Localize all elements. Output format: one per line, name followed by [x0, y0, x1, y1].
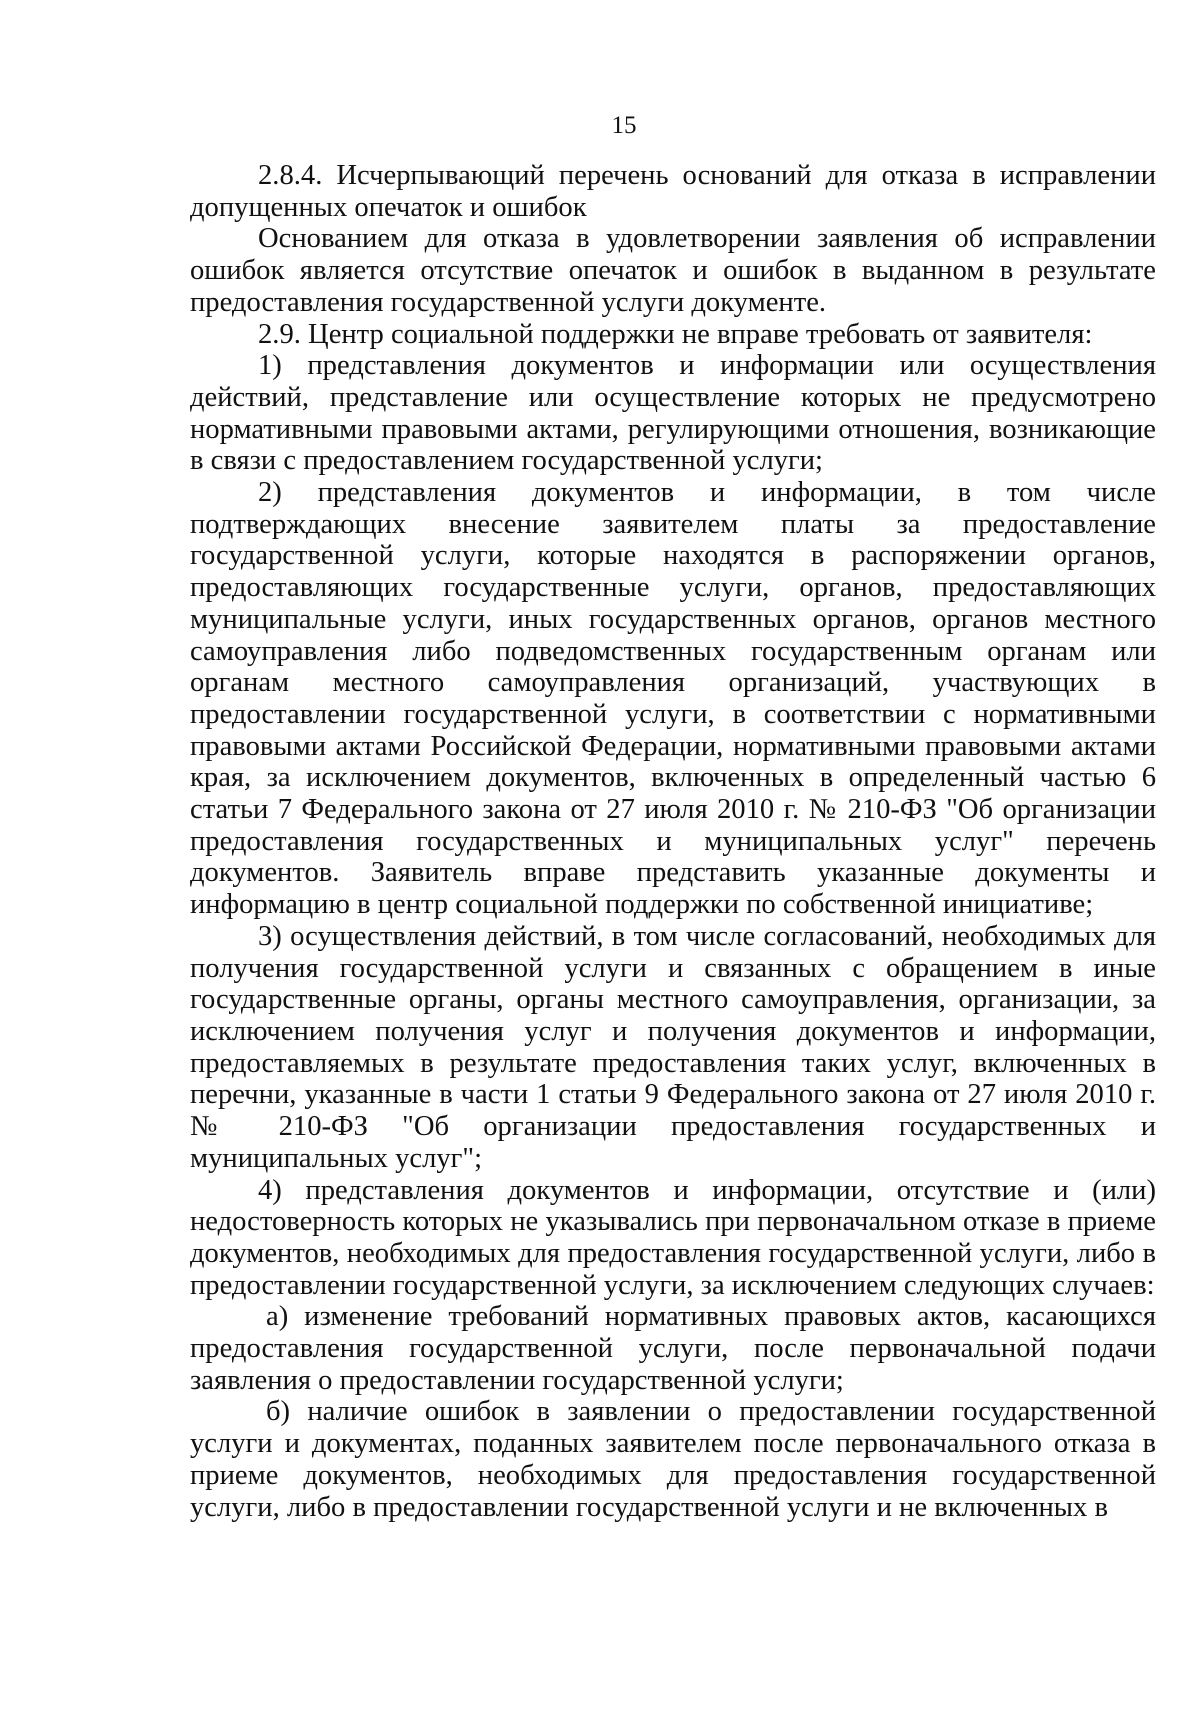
section-2-9-heading: 2.9. Центр социальной поддержки не вправе требовать от заявителя: — [258, 318, 1093, 350]
list-item-2: 2) представления документов и информации, в том числе подтверждающих внесение заявителем платы за предоставление государственной услуги, которые находятся в распоряжении органов, предоставляющих государственные услуги, органов, предоставляющих муниципальные услуги, иных государственных органов, органов местного самоуправления либо подведомственных государственным органам или органам местного самоуправления организаций, участвующих в предоставлении государственной услуги, в соответствии с нормативными правовыми актами Российской Федерации, нормативными правовыми актами края, за исключением документов, включенных в определенный частью 6 статьи 7 Федерального закона от 27 июля 2010 г. № 210-ФЗ "Об организации предоставления государственных и муниципальных услуг" перечень документов. Заявитель вправе представить указанные документы и информацию в центр социальной поддержки по собственной инициативе; — [190, 477, 1156, 921]
list-item-3: 3) осуществления действий, в том числе согласований, необходимых для получения государственной услуги и связанных с обращением в иные государственные органы, органы местного самоуправления, организации, за исключением получения услуг и получения документов и информации, предоставляемых в результате предоставления таких услуг, включенных в перечни, указанные в части 1 статьи 9 Федерального закона от 27 июля 2010 г. № 210-ФЗ "Об организации предоставления государственных и муниципальных услуг"; — [190, 920, 1156, 1174]
sub-item-a: а) изменение требований нормативных правовых актов, касающихся предоставления государственной услуги, после первоначальной подачи заявления о предоставлении государственной услуги; — [190, 1301, 1156, 1396]
page-number: 15 — [611, 112, 637, 139]
document-body — [190, 160, 1156, 1523]
sub-item-b: б) наличие ошибок в заявлении о предоставлении государственной услуги и документах, поданных заявителем после первоначального отказа в приеме документов, необходимых для предоставления государственной услуги, либо в предоставлении государственной услуги и не включенных в — [190, 1396, 1156, 1523]
list-item-1: 1) представления документов и информации или осуществления действий, представление или осуществление которых не предусмотрено нормативными правовыми актами, регулирующими отношения, возникающие в связи с предоставлением государственной услуги; — [190, 350, 1156, 477]
refusal-grounds-paragraph: Основанием для отказа в удовлетворении заявления об исправлении ошибок является отсутствие опечаток и ошибок в выданном в результате предоставления государственной услуги документе. — [190, 223, 1156, 318]
list-item-4: 4) представления документов и информации, отсутствие и (или) недостоверность которых не указывались при первоначальном отказе в приеме документов, необходимых для предоставления государственной услуги, либо в предоставлении государственной услуги, за исключением следующих случаев: — [190, 1174, 1156, 1301]
section-2-8-4-heading: 2.8.4. Исчерпывающий перечень оснований для отказа в исправлении допущенных опечаток и ошибок — [190, 160, 1156, 223]
